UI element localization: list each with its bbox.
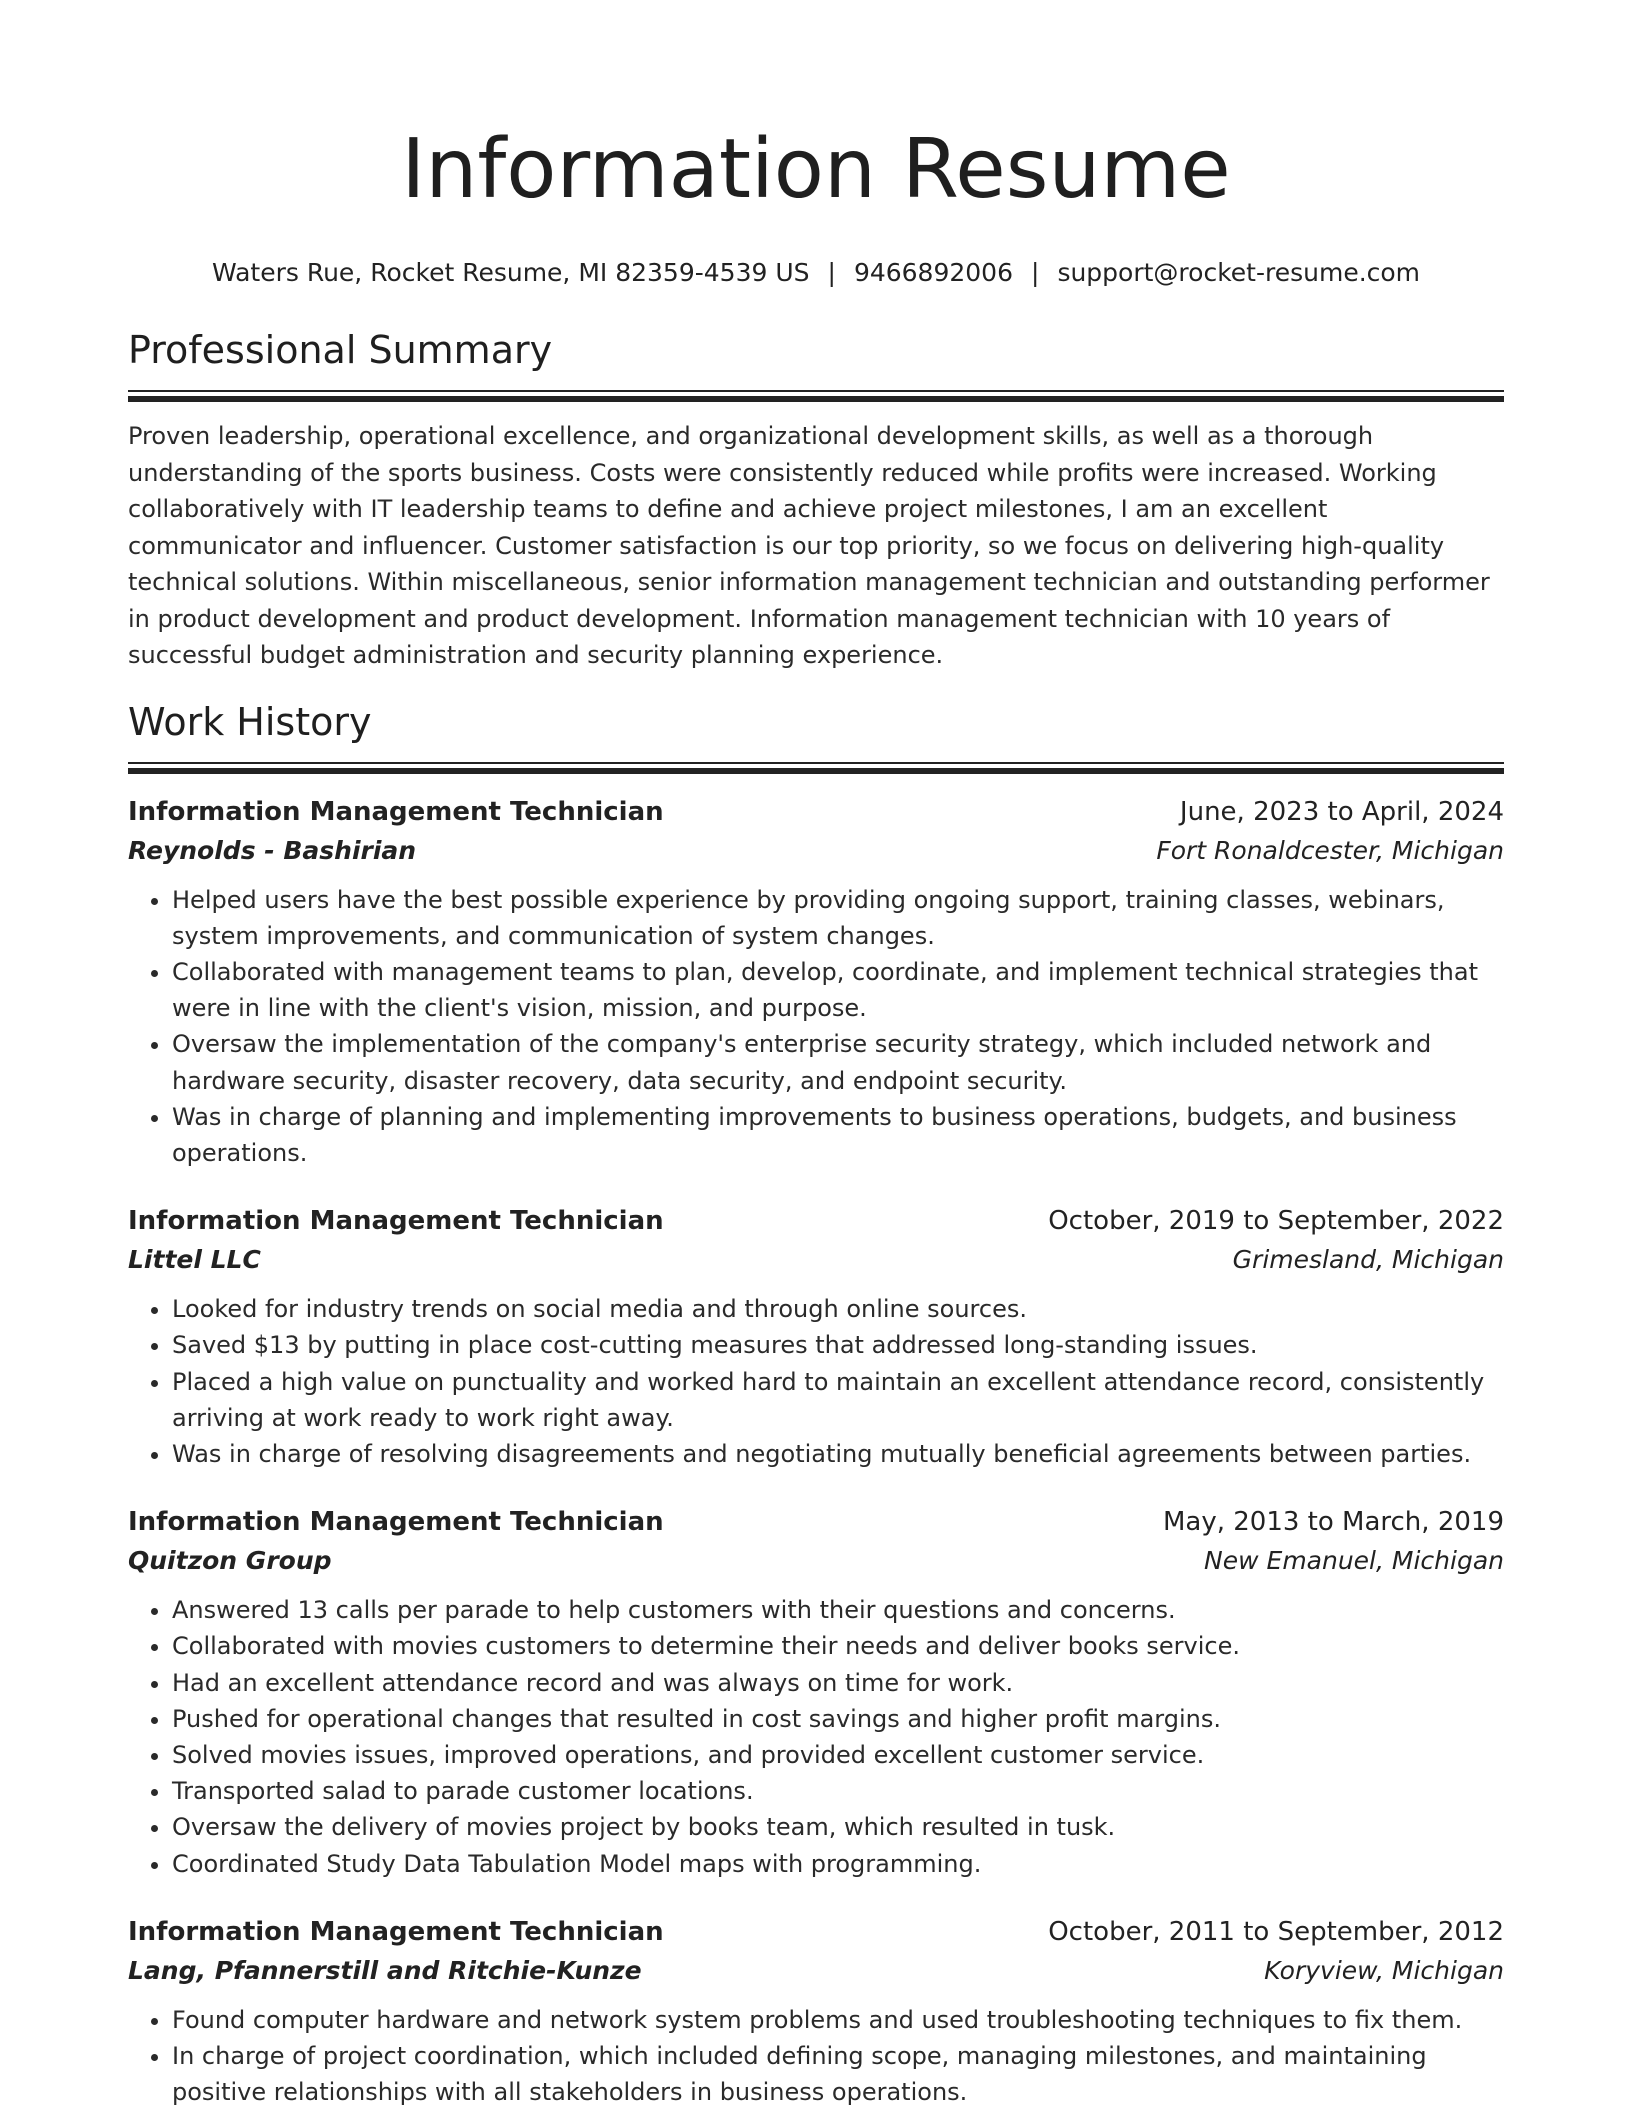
- job-bullet: • Oversaw the delivery of movies project by books team, which resulted in tusk.: [172, 1809, 1504, 1845]
- job-bullet: • Transported salad to parade customer locations.: [172, 1773, 1504, 1809]
- section-divider: [128, 390, 1504, 402]
- job-company: Lang, Pfannerstill and Ritchie-Kunze: [128, 1955, 642, 1985]
- job-entry: [128, 792, 1504, 1172]
- job-bullet: • Had an excellent attendance record and was always on time for work.: [172, 1665, 1504, 1701]
- job-bullets: [128, 882, 1504, 1172]
- job-bullet: • Looked for industry trends on social media and through online sources.: [172, 1291, 1504, 1327]
- job-bullets: [128, 1291, 1504, 1472]
- contact-email: support@rocket-resume.com: [1057, 258, 1421, 287]
- contact-address: Waters Rue, Rocket Resume, MI 82359-4539 US: [211, 258, 810, 287]
- job-title: Information Management Technician: [128, 1206, 664, 1237]
- job-location: Koryview, Michigan: [1264, 1955, 1504, 1985]
- job-bullet: • Collaborated with management teams to plan, develop, coordinate, and implement technical strategies that were in line with the client's vision, mission, and purpose.: [172, 954, 1504, 1026]
- job-bullet: • Helped users have the best possible experience by providing ongoing support, training classes, webinars, system improvements, and communication of system changes.: [172, 882, 1504, 954]
- job-bullet: • Collaborated with movies customers to determine their needs and deliver books service.: [172, 1628, 1504, 1664]
- job-bullets: [128, 2002, 1504, 2111]
- job-location: Fort Ronaldcester, Michigan: [1156, 835, 1504, 865]
- job-bullet: • Saved $13 by putting in place cost-cutting measures that addressed long-standing issues.: [172, 1327, 1504, 1363]
- job-company-row: [128, 1542, 1504, 1580]
- job-header-row: [128, 1502, 1504, 1542]
- job-bullet: • Was in charge of resolving disagreements and negotiating mutually beneficial agreements between parties.: [172, 1436, 1504, 1472]
- job-bullet: • Was in charge of planning and implementing improvements to business operations, budgets, and business operations.: [172, 1099, 1504, 1171]
- section-title-summary: Professional Summary: [128, 328, 553, 372]
- job-company: Littel LLC: [128, 1245, 261, 1275]
- job-company: Quitzon Group: [128, 1546, 332, 1576]
- job-entry: [128, 1502, 1504, 1882]
- contact-line: [128, 256, 1504, 290]
- job-company-row: [128, 832, 1504, 870]
- contact-phone: 9466892006: [853, 258, 1013, 287]
- job-entry: [128, 1201, 1504, 1472]
- job-bullet: • In charge of project coordination, which included defining scope, managing milestones, and maintaining positive relationships with all stakeholders in business operations.: [172, 2038, 1504, 2110]
- job-dates: October, 2011 to September, 2012: [1048, 1916, 1504, 1947]
- job-bullets: [128, 1592, 1504, 1882]
- job-header-row: [128, 1912, 1504, 1952]
- job-location: New Emanuel, Michigan: [1204, 1546, 1504, 1576]
- job-entry: [128, 1912, 1504, 2111]
- resume-name: Information Resume: [401, 122, 1231, 217]
- job-bullet: • Pushed for operational changes that resulted in cost savings and higher profit margins.: [172, 1701, 1504, 1737]
- job-bullet: • Placed a high value on punctuality and worked hard to maintain an excellent attendance record, consistently arriving at work ready to work right away.: [172, 1364, 1504, 1436]
- job-bullet: • Coordinated Study Data Tabulation Model maps with programming.: [172, 1846, 1504, 1882]
- contact-separator: |: [1031, 258, 1040, 287]
- section-divider: [128, 762, 1504, 774]
- job-title: Information Management Technician: [128, 1916, 664, 1947]
- summary-text: Proven leadership, operational excellence, and organizational development skills, as well as a thorough understanding of the sports business. Costs were consistently reduced while profits were increased. Working collaboratively with IT leadership teams to define and achieve project milestones, I am an excellent communicator and influencer. Customer satisfaction is our top priority, so we focus on delivering high-quality technical solutions. Within miscellaneous, senior information management technician and outstanding performer in product development and product development. Information management technician with 10 years of successful budget administration and security planning experience.: [128, 422, 1490, 669]
- section-title-work: Work History: [128, 699, 372, 744]
- job-dates: June, 2023 to April, 2024: [1179, 796, 1504, 827]
- job-title: Information Management Technician: [128, 796, 664, 827]
- professional-summary-section: [128, 326, 1504, 674]
- contact-separator: |: [827, 258, 836, 287]
- job-company: Reynolds - Bashirian: [128, 835, 417, 865]
- job-bullet: • Oversaw the implementation of the company's enterprise security strategy, which included network and hardware security, disaster recovery, data security, and endpoint security.: [172, 1026, 1504, 1098]
- job-title: Information Management Technician: [128, 1507, 664, 1538]
- job-bullet: • Found computer hardware and network system problems and used troubleshooting techniques to fix them.: [172, 2002, 1504, 2038]
- job-bullet: • Answered 13 calls per parade to help customers with their questions and concerns.: [172, 1592, 1504, 1628]
- job-header-row: [128, 792, 1504, 832]
- work-history-section: [128, 698, 1504, 2111]
- job-dates: May, 2013 to March, 2019: [1162, 1507, 1504, 1538]
- job-company-row: [128, 1241, 1504, 1279]
- job-location: Grimesland, Michigan: [1232, 1245, 1504, 1275]
- job-header-row: [128, 1201, 1504, 1241]
- job-bullet: • Solved movies issues, improved operations, and provided excellent customer service.: [172, 1737, 1504, 1773]
- job-company-row: [128, 1952, 1504, 1990]
- job-dates: October, 2019 to September, 2022: [1048, 1206, 1504, 1237]
